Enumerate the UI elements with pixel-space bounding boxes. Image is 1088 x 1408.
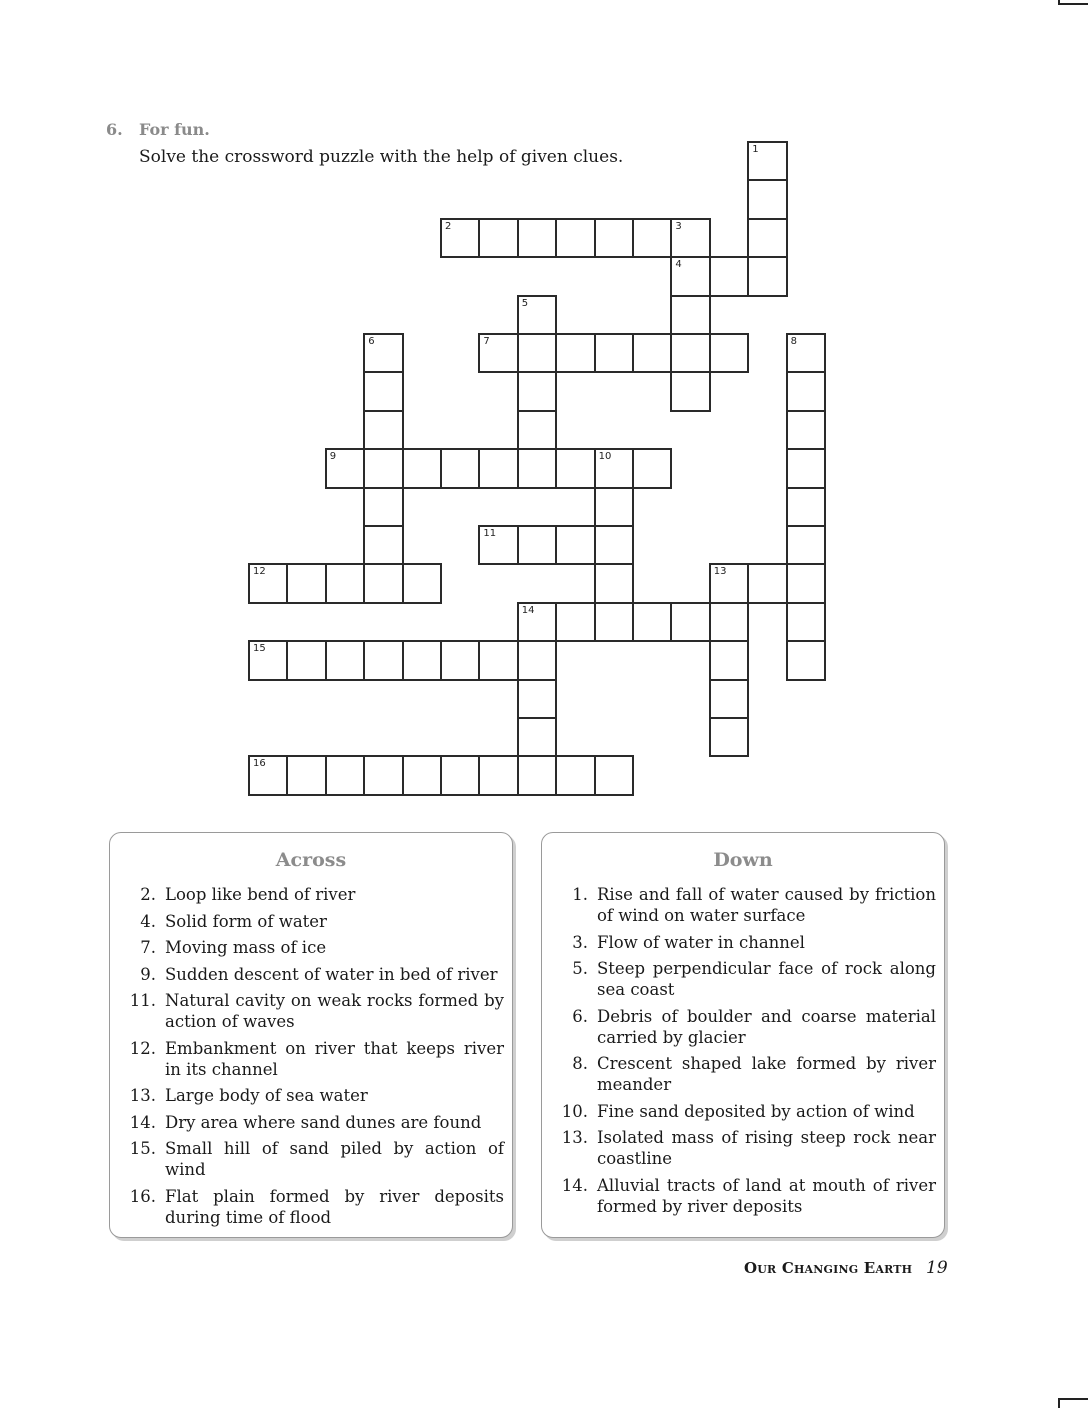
- crossword-cell-number: 11: [483, 528, 497, 539]
- crossword-cell[interactable]: [555, 448, 595, 488]
- clue-text: Dry area where sand dunes are found: [165, 1112, 482, 1132]
- crossword-cell[interactable]: [517, 602, 557, 642]
- across-clue: [118, 1085, 504, 1106]
- crossword-cell[interactable]: [555, 333, 595, 373]
- crossword-cell[interactable]: [786, 410, 826, 450]
- clue-number: 3.: [572, 932, 588, 952]
- down-clue: [550, 1006, 936, 1048]
- crossword-cell[interactable]: [632, 218, 672, 258]
- crossword-cell-number: 1: [752, 144, 759, 155]
- down-clue: [550, 1127, 936, 1169]
- crossword-cell-number: 12: [253, 566, 266, 578]
- crossword-cell[interactable]: [440, 218, 480, 258]
- clue-number: 13.: [129, 1086, 156, 1105]
- clue-number: 14.: [129, 1112, 156, 1132]
- clue-text: Loop like bend of river: [165, 885, 356, 904]
- crossword-cell[interactable]: [517, 333, 557, 373]
- clue-text: Solid form of water: [165, 911, 327, 931]
- crossword-cell[interactable]: [594, 333, 634, 373]
- down-clue: [550, 1101, 936, 1122]
- clue-text: Large body of sea water: [165, 1086, 368, 1105]
- crossword-cell[interactable]: [555, 602, 595, 642]
- crossword-cell-number: 13: [713, 566, 727, 578]
- clue-text: Sudden descent of water in bed of river: [165, 964, 498, 984]
- clue-number: 6.: [572, 1006, 588, 1026]
- down-clue: [550, 932, 936, 953]
- crossword-cell-number: 16: [253, 758, 266, 770]
- crossword-cell[interactable]: [786, 640, 826, 680]
- crossword-cell[interactable]: [747, 179, 787, 219]
- footer-book-title: Our Changing Earth: [744, 1259, 913, 1277]
- clue-number: 4.: [140, 911, 156, 931]
- question-instruction: Solve the crossword puzzle with the help of given clues.: [139, 147, 624, 167]
- down-clue-list: [550, 884, 936, 1222]
- crossword-cell[interactable]: [517, 640, 557, 680]
- crossword-cell[interactable]: [747, 563, 787, 603]
- crossword-cell[interactable]: [555, 755, 595, 795]
- crossword-cell-number: 3: [675, 220, 682, 232]
- crossword-cell[interactable]: [670, 602, 710, 642]
- crossword-cell[interactable]: [709, 333, 749, 373]
- crossword-cell-number: 7: [483, 336, 490, 347]
- across-clue: [118, 884, 504, 905]
- crossword-cell[interactable]: [670, 295, 710, 335]
- crossword-cell[interactable]: [248, 755, 288, 795]
- clue-text: Embankment on river that keeps river in its channel: [165, 1038, 504, 1079]
- down-clue: [550, 884, 936, 926]
- crossword-cell[interactable]: [786, 525, 826, 565]
- crossword-cell[interactable]: [402, 640, 442, 680]
- crossword-cell[interactable]: [478, 525, 518, 565]
- across-clue: [118, 1038, 504, 1080]
- crossword-cell[interactable]: [747, 141, 787, 181]
- crossword-cell[interactable]: [594, 755, 634, 795]
- crossword-cell[interactable]: [248, 640, 288, 680]
- across-clue: [118, 911, 504, 932]
- crossword-cell[interactable]: [325, 563, 365, 603]
- clue-text: Fine sand deposited by action of wind: [597, 1101, 915, 1121]
- clue-text: Flat plain formed by river deposits during time of flood: [165, 1186, 504, 1227]
- across-clue: [118, 964, 504, 985]
- across-clue: [118, 1112, 504, 1133]
- crossword-cell-number: 8: [790, 336, 797, 347]
- crossword-cell[interactable]: [632, 448, 672, 488]
- crossword-cell[interactable]: [594, 448, 634, 488]
- clue-number: 16.: [129, 1186, 156, 1206]
- crossword-cell[interactable]: [709, 563, 749, 603]
- page-corner-mark-top: [1058, 0, 1088, 5]
- crossword-cell[interactable]: [286, 640, 326, 680]
- crossword-cell[interactable]: [555, 218, 595, 258]
- clue-number: 12.: [129, 1038, 156, 1058]
- crossword-cell[interactable]: [709, 602, 749, 642]
- crossword-cell-number: 10: [598, 451, 612, 463]
- clue-text: Natural cavity on weak rocks formed by action of waves: [165, 991, 504, 1031]
- crossword-cell[interactable]: [440, 640, 480, 680]
- crossword-cell[interactable]: [747, 218, 787, 258]
- crossword-cell[interactable]: [402, 448, 442, 488]
- crossword-cell[interactable]: [440, 448, 480, 488]
- down-heading: Down: [713, 849, 773, 871]
- crossword-cell[interactable]: [402, 755, 442, 795]
- crossword-cell[interactable]: [709, 256, 749, 296]
- crossword-cell[interactable]: [363, 371, 403, 411]
- question-number: 6.: [106, 120, 123, 139]
- across-clues-panel: [109, 832, 513, 1238]
- crossword-cell[interactable]: [786, 602, 826, 642]
- crossword-cell[interactable]: [325, 640, 365, 680]
- clue-number: 5.: [572, 959, 588, 978]
- crossword-cell[interactable]: [478, 640, 518, 680]
- crossword-cell[interactable]: [363, 640, 403, 680]
- clue-number: 9.: [140, 964, 156, 984]
- crossword-cell[interactable]: [325, 755, 365, 795]
- crossword-cell[interactable]: [786, 563, 826, 603]
- clue-text: Debris of boulder and coarse material carried by glacier: [597, 1006, 936, 1047]
- clue-text: Isolated mass of rising steep rock near coastline: [597, 1128, 936, 1168]
- clue-number: 15.: [129, 1139, 156, 1158]
- crossword-cell[interactable]: [363, 487, 403, 527]
- crossword-cell[interactable]: [517, 525, 557, 565]
- crossword-cell[interactable]: [786, 448, 826, 488]
- crossword-cell[interactable]: [402, 563, 442, 603]
- clue-number: 1.: [572, 885, 588, 904]
- clue-text: Flow of water in channel: [597, 932, 805, 952]
- clue-text: Steep perpendicular face of rock along sea coast: [597, 959, 936, 999]
- down-clue: [550, 1053, 936, 1095]
- crossword-cell[interactable]: [478, 448, 518, 488]
- clue-number: 10.: [561, 1101, 588, 1121]
- question-title: For fun.: [139, 120, 210, 139]
- crossword-cell[interactable]: [363, 410, 403, 450]
- footer-page-number: 19: [926, 1258, 948, 1278]
- crossword-cell[interactable]: [709, 717, 749, 757]
- crossword-cell[interactable]: [670, 333, 710, 373]
- crossword-cell-number: 9: [329, 451, 337, 463]
- crossword-cell[interactable]: [594, 218, 634, 258]
- crossword-cell-number: 4: [675, 259, 682, 271]
- crossword-cell[interactable]: [363, 448, 403, 488]
- clue-text: Crescent shaped lake formed by river meander: [597, 1054, 936, 1094]
- clue-number: 11.: [129, 991, 156, 1010]
- clue-number: 14.: [561, 1175, 588, 1195]
- crossword-cell-number: 6: [368, 336, 375, 347]
- clue-text: Rise and fall of water caused by friction of wind on water surface: [597, 885, 936, 925]
- crossword-cell[interactable]: [632, 602, 672, 642]
- crossword-cell[interactable]: [747, 256, 787, 296]
- crossword-cell[interactable]: [594, 525, 634, 565]
- crossword-cell[interactable]: [517, 218, 557, 258]
- crossword-cell[interactable]: [555, 525, 595, 565]
- crossword-cell[interactable]: [670, 371, 710, 411]
- crossword-cell[interactable]: [363, 525, 403, 565]
- across-clue: [118, 937, 504, 958]
- crossword-cell[interactable]: [517, 371, 557, 411]
- down-clue: [550, 958, 936, 1000]
- crossword-cell-number: 14: [521, 604, 535, 616]
- crossword-cell[interactable]: [286, 755, 326, 795]
- crossword-cell[interactable]: [363, 333, 403, 373]
- crossword-cell[interactable]: [786, 371, 826, 411]
- crossword-cell-number: 2: [445, 220, 452, 232]
- clue-number: 13.: [561, 1128, 588, 1147]
- crossword-cell[interactable]: [363, 755, 403, 795]
- crossword-cell[interactable]: [517, 755, 557, 795]
- crossword-cell[interactable]: [517, 295, 557, 335]
- crossword-cell[interactable]: [517, 679, 557, 719]
- clue-text: Alluvial tracts of land at mouth of river formed by river deposits: [597, 1175, 936, 1216]
- crossword-cell[interactable]: [248, 563, 288, 603]
- crossword-cell[interactable]: [709, 679, 749, 719]
- across-clue: [118, 990, 504, 1032]
- crossword-cell[interactable]: [594, 602, 634, 642]
- crossword-cell-number: 5: [521, 297, 529, 309]
- across-clue: [118, 1138, 504, 1180]
- crossword-cell[interactable]: [478, 218, 518, 258]
- crossword-cell[interactable]: [363, 563, 403, 603]
- crossword-cell[interactable]: [478, 755, 518, 795]
- crossword-cell[interactable]: [786, 333, 826, 373]
- crossword-cell[interactable]: [632, 333, 672, 373]
- across-clue: [118, 1186, 504, 1228]
- clue-number: 2.: [140, 885, 156, 904]
- across-heading: Across: [275, 849, 347, 871]
- clue-number: 8.: [572, 1054, 588, 1073]
- crossword-cell[interactable]: [517, 448, 557, 488]
- across-clue-list: [118, 884, 504, 1233]
- crossword-cell[interactable]: [594, 563, 634, 603]
- crossword-cell[interactable]: [786, 487, 826, 527]
- crossword-cell[interactable]: [517, 717, 557, 757]
- crossword-cell[interactable]: [325, 448, 365, 488]
- crossword-cell[interactable]: [594, 487, 634, 527]
- crossword-cell[interactable]: [709, 640, 749, 680]
- clue-text: Moving mass of ice: [165, 938, 327, 957]
- page-corner-mark-bottom: [1058, 1398, 1088, 1408]
- crossword-cell-number: 15: [253, 643, 266, 655]
- down-clue: [550, 1175, 936, 1217]
- crossword-cell[interactable]: [440, 755, 480, 795]
- down-clues-panel: [541, 832, 945, 1238]
- crossword-cell[interactable]: [286, 563, 326, 603]
- crossword-cell[interactable]: [670, 218, 710, 258]
- crossword-cell[interactable]: [517, 410, 557, 450]
- clue-text: Small hill of sand piled by action of wind: [165, 1139, 504, 1179]
- clue-number: 7.: [140, 938, 156, 957]
- crossword-cell[interactable]: [478, 333, 518, 373]
- crossword-cell[interactable]: [670, 256, 710, 296]
